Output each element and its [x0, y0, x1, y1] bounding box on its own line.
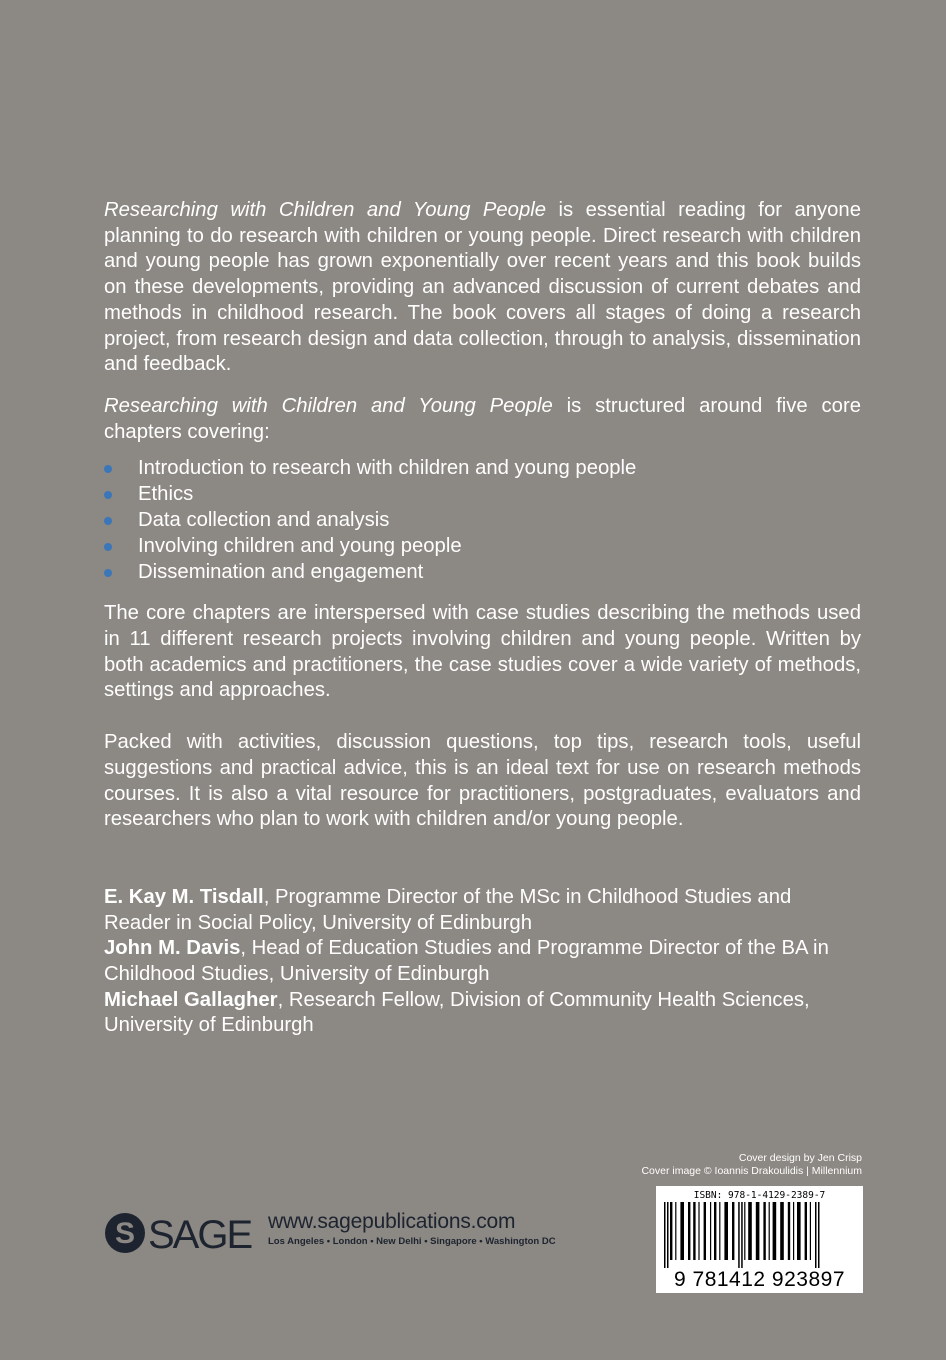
- cover-design-credit: Cover design by Jen Crisp: [738, 1152, 862, 1164]
- barcode-bar: [664, 1202, 666, 1268]
- isbn-label: ISBN: 978-1-4129-2389-7: [693, 1190, 826, 1201]
- barcode-bar: [748, 1202, 752, 1260]
- bullet-icon: [104, 543, 112, 551]
- barcode-bar: [704, 1202, 706, 1260]
- cover-credits: [641, 1152, 862, 1178]
- barcode-bar: [698, 1202, 699, 1260]
- publisher-cities: Los Angeles • London • New Delhi • Singapore • Washington DC: [268, 1236, 556, 1247]
- author-role: , Head of Education Studies and Programme Director of the BA in Childhood Studies, University of Edinburgh: [104, 937, 829, 986]
- author-name: John M. Davis: [104, 937, 241, 960]
- publisher-url[interactable]: www.sagepublications.com: [268, 1210, 516, 1233]
- barcode-bar: [693, 1202, 695, 1260]
- description-text: is structured around five core chapters covering:: [104, 394, 861, 443]
- author-role: , Research Fellow, Division of Community Health Sciences, University of Edinburgh: [104, 988, 810, 1037]
- barcode-digits: 9 781412 923897: [674, 1268, 845, 1291]
- description-text: is essential reading for anyone planning to do research with children or young people. Direct research with children and young people has grown exponentially over recent years and this book builds on these developments, providing an advanced discussion of current debates and methods in childhood research. The book covers all stages of doing a research project, from research design and data collection, through to analysis, dissemination and feedback.: [104, 199, 861, 376]
- book-title: Researching with Children and Young People: [104, 394, 553, 417]
- barcode-bar: [732, 1202, 734, 1260]
- chapter-item: Involving children and young people: [104, 534, 861, 560]
- chapter-list: [104, 456, 861, 585]
- chapter-item: Ethics: [104, 482, 861, 508]
- description-paragraph-1: [104, 198, 861, 378]
- barcode-bar: [719, 1202, 720, 1260]
- author-entry: [104, 936, 861, 987]
- barcode-bar: [675, 1202, 676, 1260]
- sage-logo: [104, 1210, 254, 1256]
- barcode-bar: [688, 1202, 690, 1260]
- author-bios: [104, 885, 861, 1039]
- barcode-bar: [710, 1202, 711, 1260]
- bullet-icon: [104, 569, 112, 577]
- barcode-bar: [670, 1202, 672, 1260]
- back-cover-text: [104, 198, 861, 1039]
- barcode-bar: [763, 1202, 765, 1260]
- author-name: E. Kay M. Tisdall: [104, 885, 264, 908]
- svg-text:S: S: [114, 1217, 136, 1250]
- barcode-bar: [769, 1202, 770, 1260]
- publisher-block: [104, 1208, 574, 1256]
- author-role: , Programme Director of the MSc in Childhood Studies and Reader in Social Policy, University of Edinburgh: [104, 885, 792, 934]
- isbn-barcode: [656, 1186, 863, 1293]
- barcode-bar: [788, 1202, 790, 1260]
- barcode-bar: [797, 1202, 801, 1260]
- author-entry: [104, 988, 861, 1039]
- barcode-bar: [744, 1202, 745, 1260]
- barcode-bar: [810, 1202, 811, 1260]
- barcode-bar: [805, 1202, 807, 1260]
- barcode-bar: [793, 1202, 794, 1260]
- barcode-bar: [680, 1202, 684, 1260]
- author-name: Michael Gallagher: [104, 988, 278, 1011]
- barcode-bar: [741, 1202, 743, 1268]
- barcode-bars: [662, 1202, 857, 1268]
- description-paragraph-3: The core chapters are interspersed with case studies describing the methods used in 11 different research projects involving children and young people. Written by both academics and practitioners, the case studies cover a wide variety of methods, settings and approaches.: [104, 602, 861, 702]
- description-paragraph-4: Packed with activities, discussion questions, top tips, research tools, useful suggestions and practical advice, this is an ideal text for use on research methods courses. It is also a vital resource for practitioners, postgraduates, evaluators and researchers who plan to work with children and/or young people.: [104, 731, 861, 831]
- barcode-bar: [773, 1202, 777, 1260]
- barcode-bar: [724, 1202, 728, 1260]
- barcode-bar: [714, 1202, 716, 1260]
- bullet-icon: [104, 517, 112, 525]
- bullet-icon: [104, 465, 112, 473]
- description-paragraph-2: [104, 394, 861, 445]
- barcode-bar: [667, 1202, 669, 1268]
- barcode-bar: [756, 1202, 760, 1260]
- author-entry: [104, 885, 861, 936]
- chapter-item: Dissemination and engagement: [104, 560, 861, 586]
- bullet-icon: [104, 491, 112, 499]
- sage-logo-text: SAGE: [148, 1213, 252, 1256]
- barcode-bar: [815, 1202, 817, 1268]
- chapter-item: Data collection and analysis: [104, 508, 861, 534]
- chapter-item: Introduction to research with children and young people: [104, 456, 861, 482]
- barcode-bar: [780, 1202, 784, 1260]
- barcode-bar: [738, 1202, 740, 1268]
- cover-image-credit: Cover image © Ioannis Drakoulidis | Millennium: [641, 1165, 862, 1177]
- barcode-bar: [818, 1202, 820, 1268]
- book-title: Researching with Children and Young People: [104, 199, 547, 221]
